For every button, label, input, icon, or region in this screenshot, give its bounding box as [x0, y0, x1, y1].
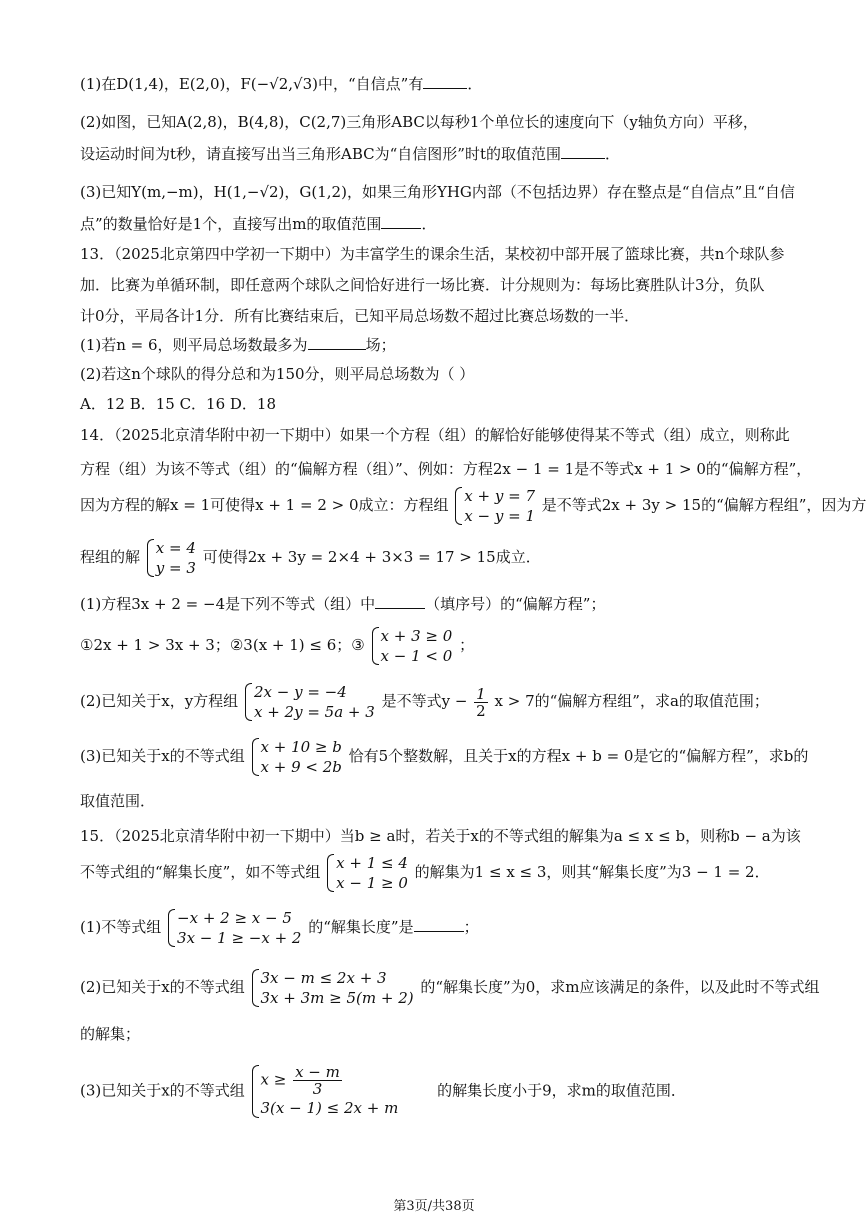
q12-part2-line2: 设运动时间为t秒，请直接写出当三角形ABC为“自信图形”时t的取值范围 ． [80, 145, 621, 163]
q15-part2-line2: 的解集； [80, 1025, 141, 1043]
q14-stem-line4: 程组的解 x = 4 y = 3 可使得2x + 3y = 2×4 + 3×3 = 17 > 15成立． [80, 539, 541, 577]
answer-blank [308, 335, 366, 350]
inequality-system: x ≥ $\frac{x - m}{3}$ 3(x − 1) ≤ 2x + m [252, 1064, 399, 1119]
q15-part1: (1)不等式组 −x + 2 ≥ x − 5 3x − 1 ≥ −x + 2 的“解集长度”是 ； [80, 909, 479, 947]
q14-part2: (2)已知关于x，y方程组 2x − y = −4 x + 2y = 5a + 3 是不等式y − $\frac{1}{2}$ x > 7的“偏解方程组”，求a的取值范围； [80, 683, 769, 721]
q13-part1: (1)若n = 6，则平局总场数最多为 场； [80, 336, 396, 354]
q13-options: A．12 B．15 C．16 D．18 [80, 395, 277, 413]
fraction: $\frac{1}{2}$ [476, 684, 486, 720]
q15-stem-line1: 15．（2025北京清华附中初一下期中）当b ≥ a时，若关于x的不等式组的解集为a ≤ x ≤ b，则称b − a为该 [80, 827, 801, 845]
q14-part1: (1)方程3x + 2 = −4是下列不等式（组）中 （填序号）的“偏解方程”； [80, 595, 606, 613]
answer-blank [423, 74, 467, 89]
q15-part2: (2)已知关于x的不等式组 3x − m ≤ 2x + 3 3x + 3m ≥ 5(m + 2) 的“解集长度”为0，求m应该满足的条件，以及此时不等式组 [80, 969, 820, 1007]
q14-stem-line3: 因为方程的解x = 1可使得x + 1 = 2 > 0成立：方程组 x + y = 7 x − y = 1 是不等式2x + 3y > 15的“偏解方程组”，因为方 [80, 487, 867, 525]
fraction: $\frac{x - m}{3}$ [295, 1063, 340, 1098]
inequality-system: −x + 2 ≥ x − 5 3x − 1 ≥ −x + 2 [168, 908, 301, 948]
q14-stem-line1: 14．（2025北京清华附中初一下期中）如果一个方程（组）的解恰好能够使得某不等式（组）成立，则称此 [80, 426, 790, 444]
q13-stem-line2: 加．比赛为单循环制，即任意两个球队之间恰好进行一场比赛．计分规则为：每场比赛胜队计3分，负队 [80, 276, 765, 294]
q13-stem-line1: 13．（2025北京第四中学初一下期中）为丰富学生的课余生活，某校初中部开展了篮球比赛，共n个球队参 [80, 245, 785, 263]
q15-part3: (3)已知关于x的不等式组 x ≥ $\frac{x - m}{3}$ 3(x − 1) ≤ 2x + m 的解集长度小于9，求m的取值范围． [80, 1063, 686, 1117]
answer-blank [414, 917, 464, 932]
page-footer: 第3页/共38页 [393, 1199, 475, 1214]
equation-system: x = 4 y = 3 [147, 538, 196, 578]
answer-blank [561, 144, 605, 159]
q15-stem-line2: 不等式组的“解集长度”，如不等式组 x + 1 ≤ 4 x − 1 ≥ 0 的解集为1 ≤ x ≤ 3，则其“解集长度”为3 − 1 = 2． [80, 854, 770, 892]
inequality-system: x + 1 ≤ 4 x − 1 ≥ 0 [327, 853, 408, 893]
q13-stem-line3: 计0分，平局各计1分．所有比赛结束后，已知平局总场数不超过比赛总场数的一半． [80, 307, 640, 325]
q14-part3: (3)已知关于x的不等式组 x + 10 ≥ b x + 9 < 2b 恰有5个整数解，且关于x的方程x + b = 0是它的“偏解方程”，求b的 [80, 738, 809, 776]
q12-part3-line2: 点”的数量恰好是1个，直接写出m的取值范围 ． [80, 215, 437, 233]
equation-system: x + y = 7 x − y = 1 [455, 486, 535, 526]
inequality-system: x + 3 ≥ 0 x − 1 < 0 [372, 626, 453, 666]
answer-blank [381, 214, 421, 229]
q12-part2-line1: (2)如图，已知A(2,8)，B(4,8)，C(2,7)三角形ABC以每秒1个单位长的速度向下（y轴负方向）平移， [80, 113, 758, 131]
inequality-system: x + 10 ≥ b x + 9 < 2b [252, 737, 342, 777]
q12-part3-line1: (3)已知Y(m,−m)，H(1,−√2)，G(1,2)，如果三角形YHG内部（不包括边界）存在整点是“自信点”且“自信 [80, 183, 795, 201]
q14-part1-options: ①2x + 1 > 3x + 3；②3(x + 1) ≤ 6；③ x + 3 ≥ 0 x − 1 < 0 ； [80, 627, 475, 665]
q14-part3-line2: 取值范围． [80, 792, 156, 810]
q14-stem-line2: 方程（组）为该不等式（组）的“偏解方程（组）”、例如：方程2x − 1 = 1是不等式x + 1 > 0的“偏解方程”， [80, 460, 812, 478]
q12-part1: (1)在D(1,4)，E(2,0)，F(−√2,√3)中，“自信点”有 ． [80, 75, 483, 93]
inequality-system: 3x − m ≤ 2x + 3 3x + 3m ≥ 5(m + 2) [252, 968, 414, 1008]
q13-part2: (2)若这n个球队的得分总和为150分，则平局总场数为（ ） [80, 365, 475, 383]
answer-blank [375, 594, 425, 609]
equation-system: 2x − y = −4 x + 2y = 5a + 3 [245, 682, 375, 722]
